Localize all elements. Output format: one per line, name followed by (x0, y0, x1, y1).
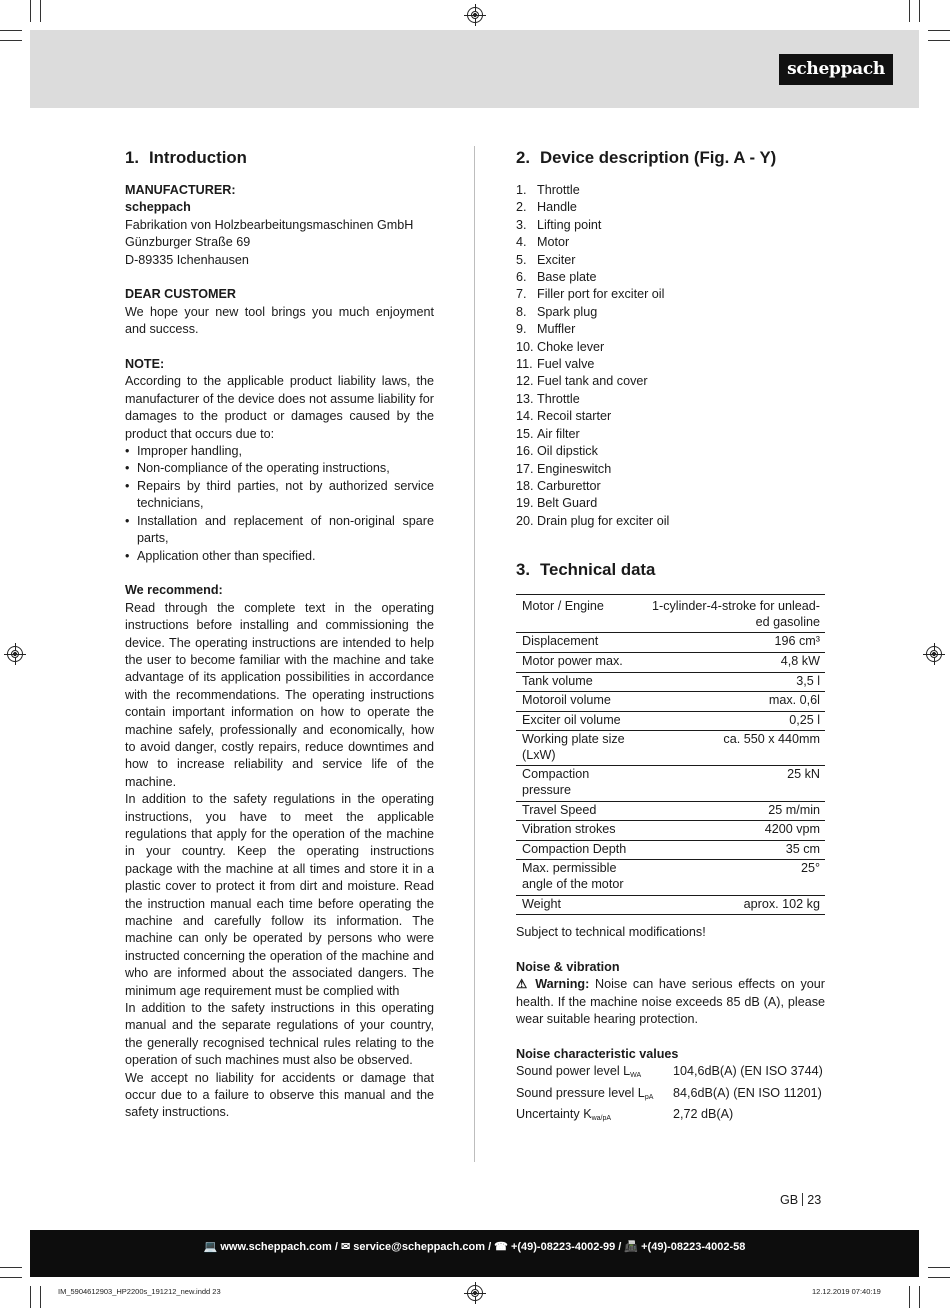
spec-label: Max. permissible angle of the motor (516, 860, 641, 895)
spec-label: Displacement (516, 633, 641, 653)
spec-value: ca. 550 x 440mm (641, 731, 825, 766)
list-item: 7. Filler port for exciter oil (516, 287, 665, 302)
crop-mark (0, 1267, 22, 1268)
address-line: Fabrikation von Holzbearbeitungsmaschinen GmbH (125, 217, 414, 232)
section-heading: 2. Device description (Fig. A - Y) (516, 148, 777, 167)
list-item: 17. Engineswitch (516, 461, 612, 476)
crop-mark (30, 0, 31, 22)
spec-label: Motor / Engine (516, 595, 641, 633)
spec-value: 4,8 kW (641, 652, 825, 672)
spec-value: 35 cm (641, 840, 825, 860)
recommend-paragraph: We accept no liability for accidents or damage that occur due to a failure to observe this manual and the safety instructions. (125, 1070, 434, 1120)
registration-mark-icon (7, 646, 23, 662)
list-item: 18. Carburettor (516, 478, 601, 493)
table-row (516, 692, 825, 712)
spec-label: Exciter oil volume (516, 711, 641, 731)
table-row (516, 801, 825, 821)
file-slug: IM_5904612903_HP2200s_191212_new.indd 23 (58, 1287, 221, 1296)
spec-label: Travel Speed (516, 801, 641, 821)
list-item: 15. Air filter (516, 426, 580, 441)
technical-data-table (516, 594, 825, 915)
note-text: According to the applicable product liability laws, the manufacturer of the device does not assume liability for damages to the product or damages caused by the product that occurs due to: (125, 374, 434, 441)
dear-customer-label: DEAR CUSTOMER (125, 287, 237, 302)
spec-label: Compaction Depth (516, 840, 641, 860)
registration-mark-icon (926, 646, 942, 662)
warning-text-block (516, 976, 825, 1028)
spec-label: Compaction pressure (516, 766, 641, 801)
list-item: 20. Drain plug for exciter oil (516, 513, 670, 528)
crop-mark (909, 0, 910, 22)
list-item: 10. Choke lever (516, 339, 605, 354)
spec-value: 3,5 l (641, 672, 825, 692)
page-number: GB 23 (780, 1193, 822, 1207)
crop-mark (30, 1286, 31, 1308)
subject-note: Subject to technical modifications! (516, 925, 706, 940)
spec-value: 1-cylinder-4-stroke for unlead-ed gasoline (641, 595, 825, 633)
table-row (516, 672, 825, 692)
spec-value: aprox. 102 kg (641, 895, 825, 915)
list-item: 9. Muffler (516, 322, 576, 337)
spec-label: Working plate size (LxW) (516, 731, 641, 766)
device-section (516, 146, 825, 1128)
recommend-label: We recommend: (125, 583, 223, 598)
section-heading: 3. Technical data (516, 560, 656, 580)
crop-mark (0, 1277, 22, 1278)
spec-value: 0,25 l (641, 711, 825, 731)
list-item: 3. Lifting point (516, 217, 602, 232)
recommend-paragraph: In addition to the safety regulations in the operating instructions, you have to meet the applicable regulations that apply for the operation of the machine in your country. Keep the operating instructions package with the machine at all times and store it in a plastic cover to protect it from dirt and moisture. Read the instruction manual each time before operating the machine and carefully follow its information. The machine can only be operated by persons who were instructed concerning the operation of the machine and who are informed about the associated dangers. The minimum age requirement must be complied with (125, 792, 434, 998)
list-item: 4. Motor (516, 235, 570, 250)
note-label: NOTE: (125, 357, 165, 372)
list-item: 8. Spark plug (516, 304, 598, 319)
list-item: • Installation and replacement of non-original spare parts, (125, 513, 434, 548)
manufacturer-label: MANUFACTURER: (125, 183, 236, 197)
list-item: 2. Handle (516, 200, 577, 215)
spec-label: Motor power max. (516, 652, 641, 672)
parts-list (516, 182, 825, 530)
crop-mark (928, 30, 950, 31)
warning-label: Warning: (535, 977, 590, 992)
spec-value: 25 kN (641, 766, 825, 801)
registration-mark-icon (467, 1285, 483, 1301)
list-item: • Application other than specified. (125, 548, 434, 565)
crop-mark (928, 1277, 950, 1278)
crop-mark (909, 1286, 910, 1308)
list-item: 13. Throttle (516, 391, 580, 406)
spec-value: 25 m/min (641, 801, 825, 821)
noise-value-row: Uncertainty $K_{wa/pA}$ 2,72 dB(A) (516, 1107, 734, 1123)
registration-mark-icon (467, 7, 483, 23)
table-row (516, 652, 825, 672)
table-row (516, 860, 825, 895)
list-item: 11. Fuel valve (516, 357, 595, 372)
list-item: 14. Recoil starter (516, 409, 612, 424)
list-item: • Repairs by third parties, not by authorized service technicians, (125, 478, 434, 513)
crop-mark (919, 0, 920, 22)
footer-contact-bar (30, 1230, 919, 1277)
footer-contact-text: 💻 www.scheppach.com / ✉ service@scheppach.com / ☎ +(49)-08223-4002-99 / 📠 +(49)-08223-4002-58 (203, 1241, 746, 1253)
address-line: Günzburger Straße 69 (125, 235, 251, 250)
spec-value: 196 cm³ (641, 633, 825, 653)
warning-icon: ⚠ (516, 977, 530, 992)
noise-values-label: Noise characteristic values (516, 1047, 679, 1062)
table-row (516, 766, 825, 801)
warning-text: Noise can have serious effects on your health. If the machine noise exceeds 85 dB (A), please wear suitable hearing protection. (516, 977, 826, 1027)
list-item: 16. Oil dipstick (516, 444, 598, 459)
recommend-paragraph: Read through the complete text in the operating instructions before installing and commissioning the device. The operating instructions are intended to help the user to become familiar with the machine and take advantage of its application possibilities in accordance with the recommendations. The operating instructions contain important information on how to operate the machine safely, professionally and economically, how to avoid danger, costly repairs, reduce downtimes and how to increase reliability and service life of the machine. (125, 600, 434, 789)
spec-label: Weight (516, 895, 641, 915)
date-slug: 12.12.2019 07:40:19 (812, 1287, 881, 1296)
list-item: 1. Throttle (516, 183, 580, 197)
noise-value-row: Sound pressure level $L_{pA}$ 84,6dB(A) (EN ISO 11201) (516, 1085, 822, 1101)
list-item: • Non-compliance of the operating instructions, (125, 460, 434, 477)
noise-values-list (516, 1063, 825, 1127)
table-row (516, 895, 825, 915)
spec-value: 25° (641, 860, 825, 895)
table-row (516, 731, 825, 766)
crop-mark (40, 0, 41, 22)
table-row (516, 633, 825, 653)
section-heading: 1. Introduction (125, 148, 247, 167)
list-item: 5. Exciter (516, 252, 576, 267)
crop-mark (0, 40, 22, 41)
spec-label: Tank volume (516, 672, 641, 692)
crop-mark (40, 1286, 41, 1308)
note-list (125, 443, 434, 565)
noise-value-row: Sound power level $L_{WA}$ 104,6dB(A) (EN ISO 3744) (516, 1064, 823, 1080)
table-row (516, 821, 825, 841)
header-band (30, 30, 919, 108)
spec-value: max. 0,6l (641, 692, 825, 712)
spec-label: Vibration strokes (516, 821, 641, 841)
table-row (516, 840, 825, 860)
crop-mark (919, 1286, 920, 1308)
list-item: 6. Base plate (516, 270, 597, 285)
list-item: 12. Fuel tank and cover (516, 374, 648, 389)
dear-customer-text: We hope your new tool brings you much enjoyment and success. (125, 304, 434, 337)
address-line: D-89335 Ichenhausen (125, 252, 249, 267)
company-name: scheppach (125, 200, 191, 215)
crop-mark (928, 40, 950, 41)
spec-label: Motoroil volume (516, 692, 641, 712)
column-divider (474, 146, 475, 1162)
noise-vibration-label: Noise & vibration (516, 960, 620, 975)
list-item: 19. Belt Guard (516, 496, 598, 511)
introduction-section (125, 146, 434, 1122)
recommend-paragraph: In addition to the safety instructions in this operating manual and the separate regulations of your country, the generally recognised technical rules relating to the operation of such machines must also be observed. (125, 1001, 434, 1068)
crop-mark (928, 1267, 950, 1268)
table-row (516, 595, 825, 633)
spec-value: 4200 vpm (641, 821, 825, 841)
brand-logo: scheppach (779, 54, 893, 85)
table-row (516, 711, 825, 731)
list-item: • Improper handling, (125, 443, 434, 460)
crop-mark (0, 30, 22, 31)
